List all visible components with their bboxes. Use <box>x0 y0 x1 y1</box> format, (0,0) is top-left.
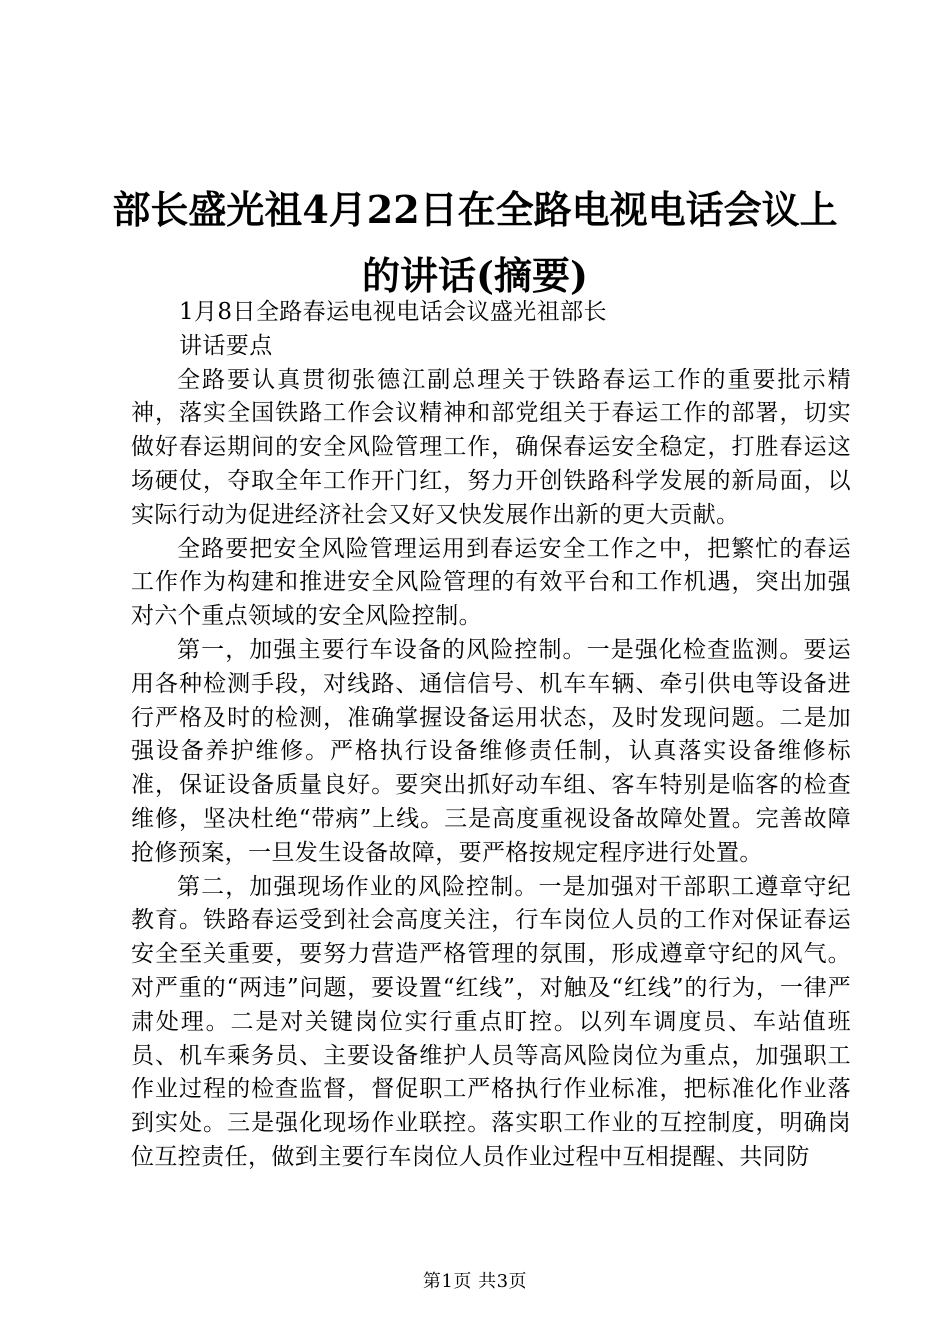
paragraph-2: 全路要把安全风险管理运用到春运安全工作之中，把繁忙的春运工作作为构建和推进安全风险管理的有效平台和工作机遇，突出加强对六个重点领域的安全风险控制。 <box>131 535 851 630</box>
meeting-subtitle-line: 讲话要点 <box>179 332 273 359</box>
document-title-line-1: 部长盛光祖4月22日在全路电视电话会议上 <box>112 187 838 232</box>
document-title-line-2: 的讲话(摘要) <box>362 253 588 298</box>
paragraph-3: 第一，加强主要行车设备的风险控制。一是强化检查监测。要运用各种检测手段，对线路、通信信号、机车车辆、牵引供电等设备进行严格及时的检测，准确掌握设备运用状态，及时发现问题。二是加强设备养护维修。严格执行设备维修责任制，认真落实设备维修标准，保证设备质量良好。要突出抓好动车组、客车特别是临客的检查维修，坚决杜绝“带病”上线。三是高度重视设备故障处置。完善故障抢修预案，一旦发生设备故障，要严格按规定程序进行处置。 <box>131 636 851 866</box>
page-number-footer: 第1页 共3页 <box>422 1271 528 1292</box>
paragraph-1: 全路要认真贯彻张德江副总理关于铁路春运工作的重要批示精神，落实全国铁路工作会议精神和部党组关于春运工作的部署，切实做好春运期间的安全风险管理工作，确保春运安全稳定，打胜春运这场硬仗，夺取全年工作开门红，努力开创铁路科学发展的新局面，以实际行动为促进经济社会又好又快发展作出新的更大贡献。 <box>131 366 851 528</box>
document-body <box>131 296 851 1175</box>
meeting-info-line: 1月8日全路春运电视电话会议盛光祖部长 <box>179 299 607 325</box>
paragraph-4: 第二，加强现场作业的风险控制。一是加强对干部职工遵章守纪教育。铁路春运受到社会高度关注，行车岗位人员的工作对保证春运安全至关重要，要努力营造严格管理的氛围，形成遵章守纪的风气。对严重的“两违”问题，要设置“红线”，对触及“红线”的行为，一律严肃处理。二是对关键岗位实行重点盯控。以列车调度员、车站值班员、机车乘务员、主要设备维护人员等高风险岗位为重点，加强职工作业过程的检查监督，督促职工严格执行作业标准，把标准化作业落到实处。三是强化现场作业联控。落实职工作业的互控制度，明确岗位互控责任，做到主要行车岗位人员作业过程中互相提醒、共同防 <box>131 873 851 1170</box>
